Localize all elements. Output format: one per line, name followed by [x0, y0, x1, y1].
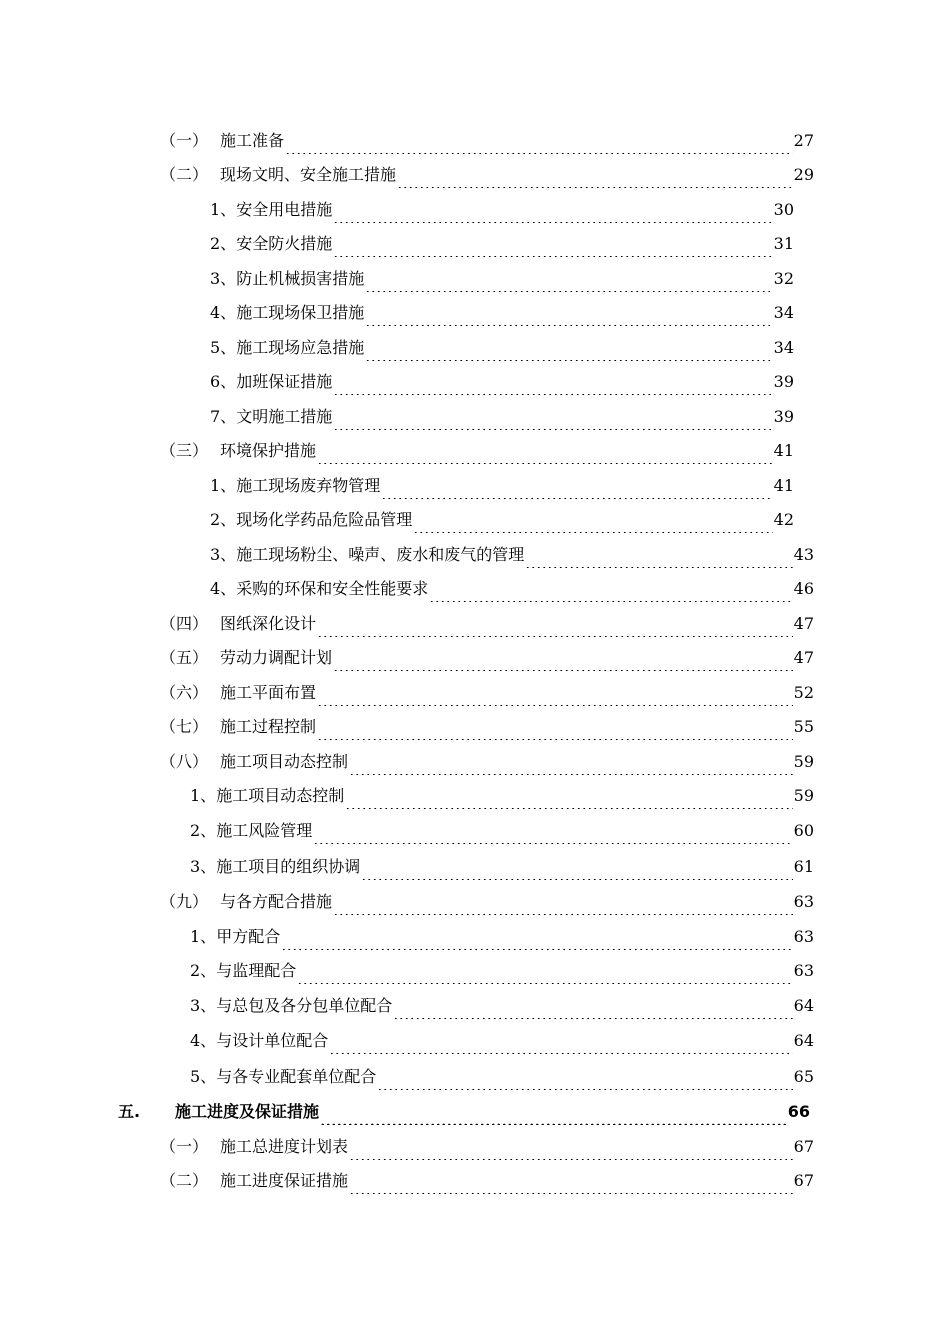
- toc-entry-page: 46: [793, 579, 814, 598]
- toc-entry-title: 安全防火措施: [236, 234, 333, 253]
- toc-entry-page: 61: [793, 857, 814, 876]
- toc-entry-title: 防止机械损害措施: [236, 269, 365, 288]
- dot-leader: [525, 542, 792, 568]
- toc-entry-page: 55: [793, 717, 814, 736]
- toc-entry-title: 文明施工措施: [236, 407, 333, 426]
- dot-leader: [281, 924, 792, 950]
- toc-entry-title: 施工总进度计划表: [220, 1137, 349, 1156]
- toc-entry[interactable]: [210, 542, 814, 568]
- toc-entry-number: 1、: [190, 927, 217, 946]
- toc-entry-number: （八）: [160, 752, 209, 771]
- dot-leader: [413, 507, 772, 533]
- toc-entry-page: 64: [793, 996, 814, 1015]
- toc-entry[interactable]: [190, 783, 814, 809]
- toc-entry-number: 1、: [210, 200, 237, 219]
- toc-entry-number: （三）: [160, 441, 209, 460]
- dot-leader: [297, 958, 792, 984]
- dot-leader: [317, 680, 793, 706]
- toc-entry[interactable]: [160, 714, 814, 740]
- toc-entry-number: 3、: [210, 545, 237, 564]
- toc-entry-title: 劳动力调配计划: [220, 648, 333, 667]
- toc-entry-page: 63: [793, 927, 814, 946]
- toc-entry[interactable]: [190, 958, 814, 984]
- toc-entry-number: 五.: [118, 1102, 141, 1121]
- dot-leader: [333, 369, 772, 395]
- toc-entry[interactable]: [160, 162, 814, 188]
- toc-entry-title: 施工项目动态控制: [216, 786, 345, 805]
- toc-entry[interactable]: [160, 128, 814, 154]
- dot-leader: [329, 1028, 792, 1054]
- toc-entry-page: 29: [793, 165, 814, 184]
- dot-leader: [361, 854, 792, 880]
- toc-entry[interactable]: [160, 749, 814, 775]
- toc-entry-number: 5、: [190, 1067, 217, 1086]
- toc-entry-number: 6、: [210, 372, 237, 391]
- toc-entry-number: 3、: [190, 996, 217, 1015]
- toc-entry-title: 与各方配合措施: [220, 892, 333, 911]
- toc-chapter-entry[interactable]: [118, 1099, 810, 1125]
- toc-entry[interactable]: [160, 438, 794, 464]
- toc-entry-title: 施工平面布置: [220, 683, 317, 702]
- toc-entry-number: （二）: [160, 1171, 209, 1190]
- toc-entry-page: 27: [793, 131, 814, 150]
- dot-leader: [333, 197, 772, 223]
- toc-entry-number: 7、: [210, 407, 237, 426]
- dot-leader: [381, 473, 772, 499]
- toc-entry-title: 施工项目动态控制: [220, 752, 349, 771]
- toc-entry-number: （五）: [160, 648, 209, 667]
- toc-entry[interactable]: [160, 1134, 814, 1160]
- dot-leader: [317, 611, 793, 637]
- toc-entry[interactable]: [190, 1064, 814, 1090]
- toc-entry-number: 1、: [210, 476, 237, 495]
- toc-entry-number: 4、: [210, 303, 237, 322]
- dot-leader: [349, 749, 793, 775]
- toc-entry[interactable]: [210, 404, 794, 430]
- toc-entry-title: 现场化学药品危险品管理: [236, 510, 413, 529]
- toc-entry-title: 环境保护措施: [220, 441, 317, 460]
- toc-entry-page: 41: [773, 441, 794, 460]
- toc-entry-number: （九）: [160, 892, 209, 911]
- toc-entry-number: （六）: [160, 683, 209, 702]
- toc-entry-page: 31: [773, 234, 794, 253]
- toc-entry[interactable]: [190, 854, 814, 880]
- toc-entry[interactable]: [210, 473, 794, 499]
- toc-entry-number: 2、: [190, 961, 217, 980]
- dot-leader: [317, 714, 793, 740]
- toc-entry[interactable]: [210, 197, 794, 223]
- toc-entry[interactable]: [210, 369, 794, 395]
- toc-entry[interactable]: [210, 266, 794, 292]
- dot-leader: [333, 231, 772, 257]
- toc-entry[interactable]: [190, 1028, 814, 1054]
- toc-entry-number: 1、: [190, 786, 217, 805]
- dot-leader: [345, 783, 792, 809]
- toc-entry-title: 与各专业配套单位配合: [216, 1067, 377, 1086]
- toc-entry-page: 65: [793, 1067, 814, 1086]
- dot-leader: [365, 266, 772, 292]
- toc-entry-number: （四）: [160, 614, 209, 633]
- toc-entry-page: 39: [773, 407, 794, 426]
- toc-entry-page: 66: [787, 1102, 810, 1121]
- toc-entry-number: （一）: [160, 131, 209, 150]
- toc-entry-title: 施工进度保证措施: [220, 1171, 349, 1190]
- toc-entry-page: 52: [793, 683, 814, 702]
- toc-entry-title: 加班保证措施: [236, 372, 333, 391]
- toc-entry-page: 32: [773, 269, 794, 288]
- toc-entry-title: 施工风险管理: [216, 821, 313, 840]
- dot-leader: [313, 818, 792, 844]
- toc-entry[interactable]: [190, 993, 814, 1019]
- toc-entry-page: 30: [773, 200, 794, 219]
- toc-entry-title: 与总包及各分包单位配合: [216, 996, 393, 1015]
- toc-entry-number: 2、: [190, 821, 217, 840]
- toc-entry[interactable]: [190, 818, 814, 844]
- toc-entry-page: 43: [793, 545, 814, 564]
- toc-entry-page: 47: [793, 614, 814, 633]
- toc-entry-title: 施工过程控制: [220, 717, 317, 736]
- toc-entry-page: 59: [793, 752, 814, 771]
- toc-entry-title: 安全用电措施: [236, 200, 333, 219]
- toc-entry-page: 59: [793, 786, 814, 805]
- toc-entry-title: 与设计单位配合: [216, 1031, 329, 1050]
- toc-entry-title: 甲方配合: [216, 927, 281, 946]
- toc-entry-page: 39: [773, 372, 794, 391]
- toc-entry[interactable]: [210, 576, 814, 602]
- dot-leader: [397, 162, 793, 188]
- toc-entry-number: 3、: [210, 269, 237, 288]
- toc-entry-number: 2、: [210, 234, 237, 253]
- toc-entry[interactable]: [210, 335, 794, 361]
- toc-entry-title: 现场文明、安全施工措施: [220, 165, 397, 184]
- toc-entry-page: 64: [793, 1031, 814, 1050]
- toc-entry-title: 采购的环保和安全性能要求: [236, 579, 429, 598]
- toc-entry-number: （七）: [160, 717, 209, 736]
- dot-leader: [365, 335, 772, 361]
- dot-leader: [333, 645, 793, 671]
- dot-leader: [285, 128, 793, 154]
- dot-leader: [429, 576, 792, 602]
- toc-entry[interactable]: [160, 889, 814, 915]
- dot-leader: [349, 1168, 793, 1194]
- toc-entry-title: 图纸深化设计: [220, 614, 317, 633]
- toc-entry[interactable]: [190, 924, 814, 950]
- toc-entry-title: 施工现场保卫措施: [236, 303, 365, 322]
- toc-entry[interactable]: [210, 231, 794, 257]
- toc-entry-number: 2、: [210, 510, 237, 529]
- toc-entry-number: （二）: [160, 165, 209, 184]
- toc-entry-page: 60: [793, 821, 814, 840]
- toc-entry-number: 4、: [210, 579, 237, 598]
- toc-entry-page: 34: [773, 338, 794, 357]
- toc-entry-page: 42: [773, 510, 794, 529]
- toc-entry-title: 施工现场粉尘、噪声、废水和废气的管理: [236, 545, 525, 564]
- toc-entry-title: 与监理配合: [216, 961, 297, 980]
- dot-leader: [349, 1134, 793, 1160]
- dot-leader: [320, 1099, 787, 1125]
- dot-leader: [333, 404, 772, 430]
- toc-entry[interactable]: [160, 645, 814, 671]
- dot-leader: [377, 1064, 792, 1090]
- dot-leader: [365, 300, 772, 326]
- toc-entry-number: （一）: [160, 1137, 209, 1156]
- toc-entry[interactable]: [160, 611, 814, 637]
- dot-leader: [317, 438, 773, 464]
- toc-entry[interactable]: [210, 507, 794, 533]
- dot-leader: [393, 993, 792, 1019]
- toc-entry-page: 47: [793, 648, 814, 667]
- toc-entry-title: 施工项目的组织协调: [216, 857, 361, 876]
- toc-entry-page: 63: [793, 892, 814, 911]
- toc-entry-page: 67: [793, 1171, 814, 1190]
- toc-entry-number: 5、: [210, 338, 237, 357]
- toc-entry-number: 4、: [190, 1031, 217, 1050]
- toc-entry-title: 施工现场应急措施: [236, 338, 365, 357]
- toc-entry[interactable]: [160, 680, 814, 706]
- toc-entry[interactable]: [160, 1168, 814, 1194]
- toc-entry-title: 施工进度及保证措施: [175, 1102, 320, 1121]
- toc-entry[interactable]: [210, 300, 794, 326]
- toc-entry-title: 施工准备: [220, 131, 285, 150]
- toc-entry-page: 41: [773, 476, 794, 495]
- toc-entry-number: 3、: [190, 857, 217, 876]
- toc-entry-title: 施工现场废弃物管理: [236, 476, 381, 495]
- toc-entry-page: 67: [793, 1137, 814, 1156]
- toc-entry-page: 63: [793, 961, 814, 980]
- toc-entry-page: 34: [773, 303, 794, 322]
- dot-leader: [333, 889, 793, 915]
